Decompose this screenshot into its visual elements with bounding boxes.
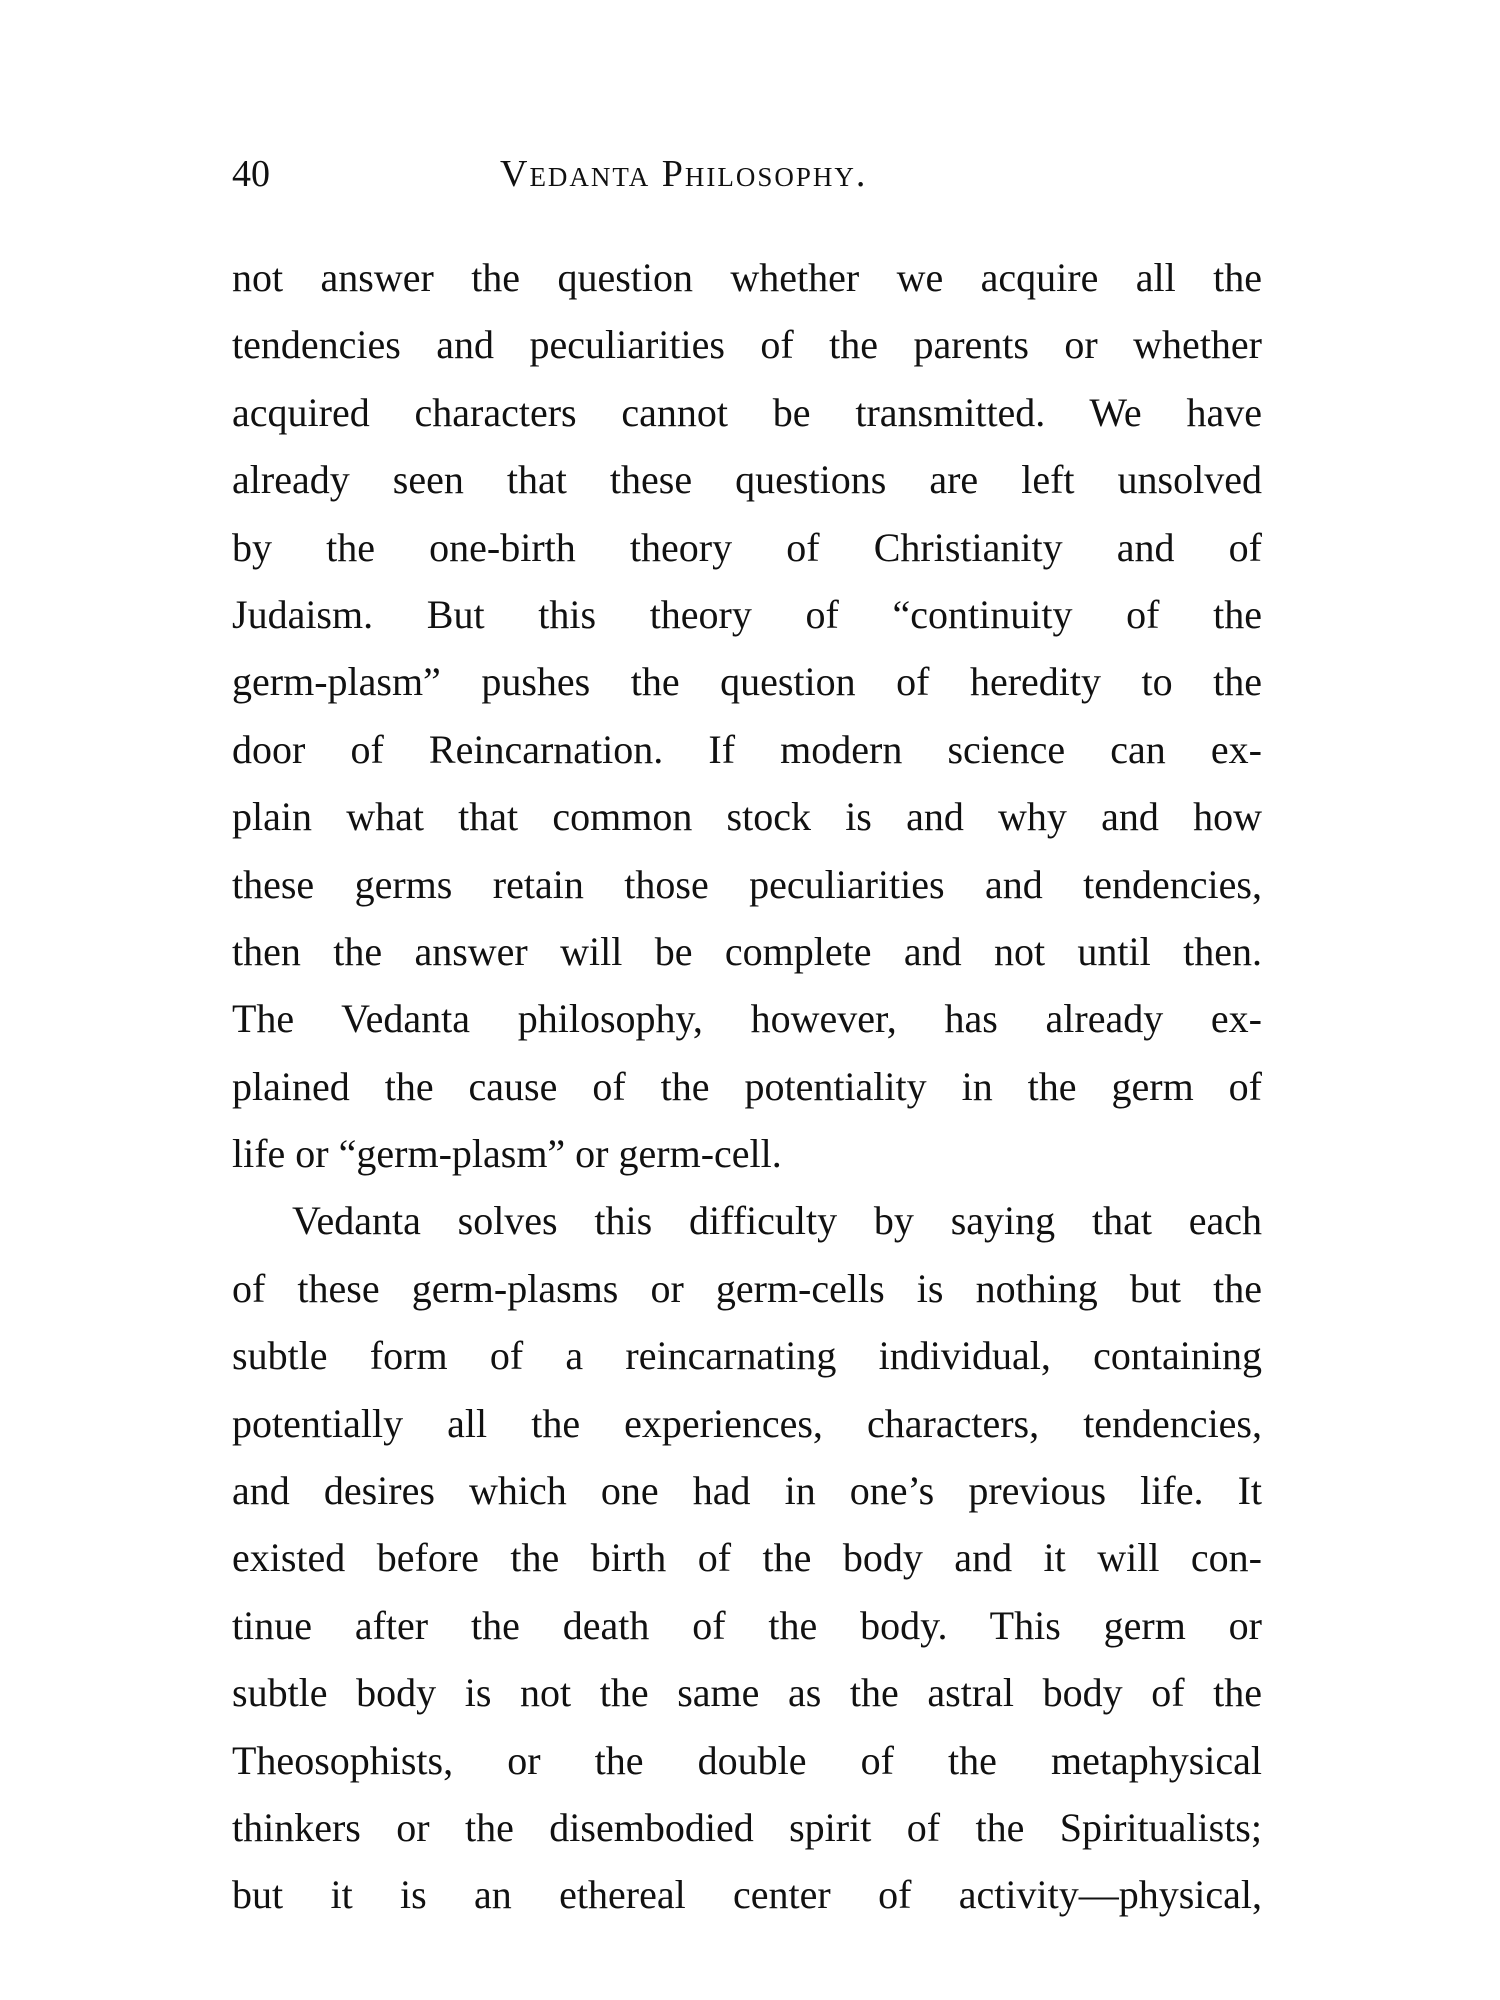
text-line: plain what that common stock is and why and how bbox=[232, 794, 1262, 840]
text-line: by the one-birth theory of Christianity and of bbox=[232, 524, 1262, 570]
paragraph-1 bbox=[232, 244, 1262, 1187]
text-line: germ-plasm” pushes the question of heredity to the bbox=[232, 659, 1262, 705]
text-line: and desires which one had in one’s previous life. It bbox=[232, 1468, 1262, 1514]
text-line: potentially all the experiences, characters, tendencies, bbox=[232, 1400, 1262, 1446]
body-text bbox=[232, 244, 1262, 1929]
text-line: life or “germ-plasm” or germ-cell. bbox=[232, 1131, 782, 1177]
text-line: then the answer will be complete and not until then. bbox=[232, 928, 1262, 974]
text-line: not answer the question whether we acquire all the bbox=[232, 255, 1262, 300]
text-line: these germs retain those peculiarities and tendencies, bbox=[232, 861, 1262, 907]
text-line: Theosophists, or the double of the metaphysical bbox=[232, 1737, 1262, 1783]
text-line: plained the cause of the potentiality in the germ of bbox=[232, 1063, 1262, 1109]
running-head bbox=[232, 152, 1262, 202]
text-line: subtle form of a reincarnating individual, containing bbox=[232, 1333, 1262, 1379]
text-line: subtle body is not the same as the astral body of the bbox=[232, 1670, 1262, 1716]
text-line: existed before the birth of the body and it will con- bbox=[232, 1535, 1262, 1581]
text-line: thinkers or the disembodied spirit of the Spiritualists; bbox=[232, 1804, 1262, 1850]
text-line: The Vedanta philosophy, however, has already ex- bbox=[232, 996, 1262, 1042]
text-line: Vedanta solves this difficulty by saying that each bbox=[292, 1198, 1262, 1244]
text-line: acquired characters cannot be transmitted. We have bbox=[232, 389, 1262, 435]
text-line: tendencies and peculiarities of the parents or whether bbox=[232, 322, 1262, 368]
text-line: already seen that these questions are left unsolved bbox=[232, 457, 1262, 503]
page-number: 40 bbox=[232, 153, 270, 195]
text-line: but it is an ethereal center of activity—physical, bbox=[232, 1872, 1262, 1918]
text-line: of these germ-plasms or germ-cells is nothing but the bbox=[232, 1265, 1262, 1311]
running-title: Vedanta Philosophy. bbox=[500, 153, 868, 195]
paragraph-2 bbox=[232, 1187, 1262, 1928]
text-line: Judaism. But this theory of “continuity of the bbox=[232, 591, 1262, 637]
text-line: tinue after the death of the body. This germ or bbox=[232, 1602, 1262, 1648]
text-line: door of Reincarnation. If modern science can ex- bbox=[232, 726, 1262, 772]
